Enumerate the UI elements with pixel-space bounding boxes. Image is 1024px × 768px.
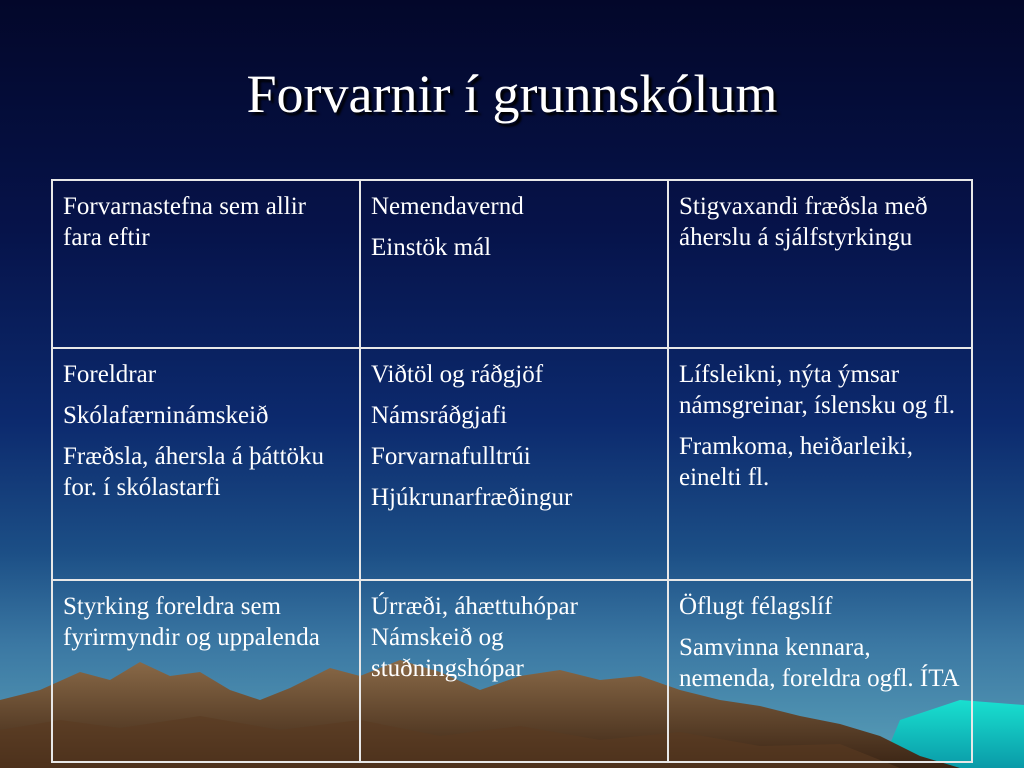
prevention-table: [51, 179, 973, 763]
table-cell: [360, 180, 668, 348]
table-row: [52, 348, 972, 580]
cell-line: Foreldrar: [63, 361, 157, 388]
table-cell: [668, 348, 972, 580]
cell-line: Úrræði, áhættuhópar Námskeið og stuðningshópar: [371, 593, 578, 682]
cell-line: Einstök mál: [371, 234, 492, 261]
cell-line: Námsráðgjafi: [371, 402, 508, 429]
cell-line: Framkoma, heiðarleiki, einelti fl.: [679, 433, 913, 491]
cell-line: Forvarnafulltrúi: [371, 443, 531, 470]
cell-line: Öflugt félagslíf: [679, 593, 833, 620]
cell-line: Fræðsla, áhersla á þáttöku for. í skólastarfi: [63, 443, 325, 501]
table-cell: [52, 180, 360, 348]
table-cell: [52, 580, 360, 762]
cell-line: Lífsleikni, nýta ýmsar námsgreinar, íslensku og fl.: [679, 361, 956, 419]
cell-line: Viðtöl og ráðgjöf: [371, 361, 544, 388]
table-row: [52, 580, 972, 762]
table-cell: [52, 348, 360, 580]
table-cell: [360, 580, 668, 762]
cell-line: Stigvaxandi fræðsla með áherslu á sjálfstyrkingu: [679, 193, 928, 251]
table-cell: [668, 580, 972, 762]
table-row: [52, 180, 972, 348]
cell-line: Samvinna kennara, nemenda, foreldra ogfl. ÍTA: [679, 634, 960, 692]
slide-title: Forvarnir í grunnskólum: [246, 64, 778, 124]
cell-line: Skólafærninámskeið: [63, 402, 269, 429]
cell-line: Hjúkrunarfræðingur: [371, 484, 573, 511]
cell-line: Styrking foreldra sem fyrirmyndir og uppalenda: [63, 593, 320, 651]
table-cell: [668, 180, 972, 348]
table-cell: [360, 348, 668, 580]
cell-line: Forvarnastefna sem allir fara eftir: [63, 193, 306, 251]
cell-line: Nemendavernd: [371, 193, 524, 220]
